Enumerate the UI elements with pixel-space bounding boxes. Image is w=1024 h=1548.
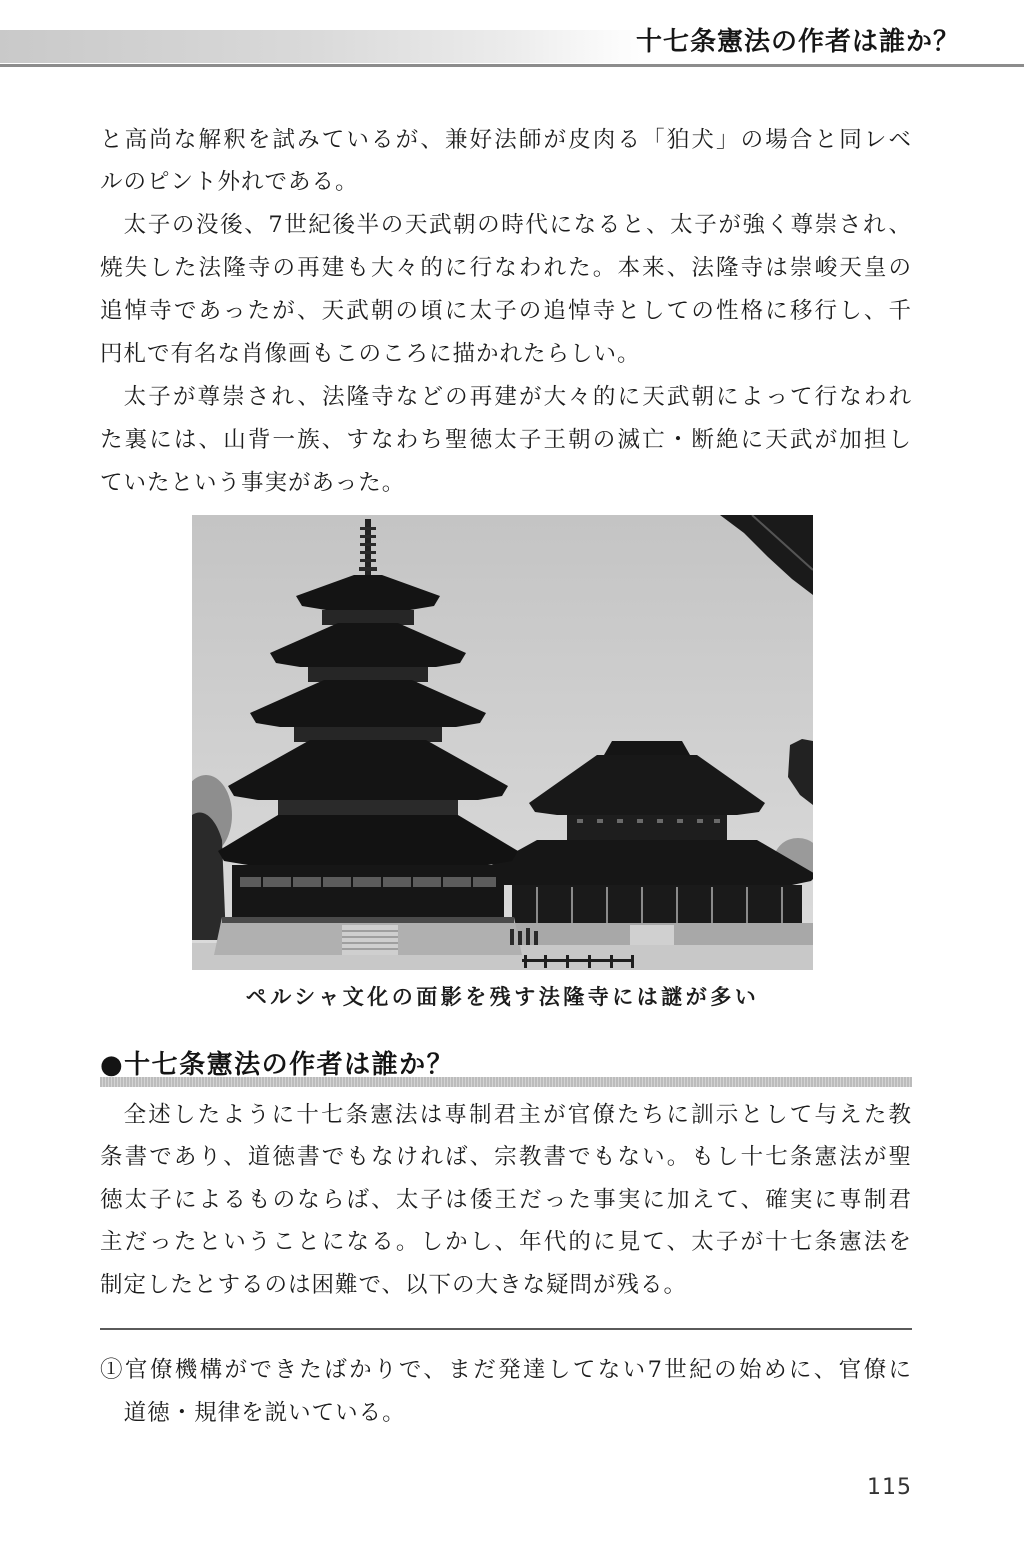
numbered-list bbox=[100, 1349, 912, 1435]
running-head: 十七条憲法の作者は誰か？ bbox=[635, 27, 960, 57]
section-text bbox=[100, 1094, 912, 1307]
paragraph bbox=[100, 1094, 912, 1307]
text-line: ていたという事実があった。 bbox=[100, 469, 406, 496]
hall-lower-body bbox=[512, 885, 802, 925]
text-line: 焼失した法隆寺の再建も大々的に行なわれた。本来、法隆寺は崇峻天皇の bbox=[100, 255, 912, 282]
text-line: 全述したように十七条憲法は専制君主が官僚たちに訓示として与えた教 bbox=[123, 1101, 912, 1128]
body-text bbox=[100, 119, 912, 505]
pagoda-base-body bbox=[232, 865, 504, 917]
paragraph bbox=[100, 119, 912, 205]
pagoda-steps bbox=[342, 925, 398, 955]
page-number: 115 bbox=[867, 1475, 912, 1500]
text-line: 追悼寺であったが、天武朝の頃に太子の追悼寺としての性格に移行し、千 bbox=[100, 298, 912, 325]
photo-drawing bbox=[192, 515, 813, 970]
text-line: 条書であり、道徳書でもなければ、宗教書でもない。もし十七条憲法が聖 bbox=[100, 1144, 912, 1171]
horyuji-photo bbox=[192, 515, 813, 970]
text-line: と高尚な解釈を試みているが、兼好法師が皮肉る「狛犬」の場合と同レベ bbox=[100, 126, 912, 153]
text-line: ①官僚機構ができたばかりで、まだ発達してない7世紀の始めに、官僚に bbox=[100, 1356, 912, 1383]
text-line: 円札で有名な肖像画もこのころに描かれたらしい。 bbox=[100, 340, 641, 367]
text-line: 太子の没後、7世紀後半の天武朝の時代になると、太子が強く尊崇され、 bbox=[123, 212, 912, 239]
pagoda-body-3 bbox=[294, 727, 442, 742]
hall-ridge bbox=[604, 741, 690, 755]
hall-steps bbox=[630, 925, 674, 945]
paragraph bbox=[100, 376, 912, 505]
figure-caption: ペルシャ文化の面影を残す法隆寺には謎が多い bbox=[245, 985, 760, 1009]
pagoda-platform-band bbox=[222, 917, 514, 923]
text-line: た裏には、山背一族、すなわち聖徳太子王朝の滅亡・断絶に天武が加担し bbox=[100, 426, 912, 453]
hall-lower-roof bbox=[477, 840, 813, 885]
paragraph bbox=[100, 204, 912, 376]
text-line: 徳太子によるものならば、太子は倭王だった事実に加えて、確実に専制君 bbox=[100, 1186, 912, 1213]
text-line: 太子が尊崇され、法隆寺などの再建が大々的に天武朝によって行なわれ bbox=[123, 383, 912, 410]
pagoda-body-2 bbox=[308, 667, 428, 682]
text-line: 道徳・規律を説いている。 bbox=[123, 1399, 406, 1426]
section-heading: ●十七条憲法の作者は誰か？ bbox=[100, 1050, 455, 1080]
pagoda-body-1 bbox=[322, 610, 414, 625]
pagoda-lattice bbox=[240, 877, 496, 887]
text-line: ルのピント外れである。 bbox=[100, 169, 359, 196]
divider-rule bbox=[100, 1328, 912, 1330]
text-line: 制定したとするのは困難で、以下の大きな疑問が残る。 bbox=[100, 1271, 688, 1298]
text-line: 主だったということになる。しかし、年代的に見て、太子が十七条憲法を bbox=[100, 1229, 912, 1256]
list-item bbox=[100, 1349, 912, 1435]
header-rule bbox=[0, 64, 1024, 67]
